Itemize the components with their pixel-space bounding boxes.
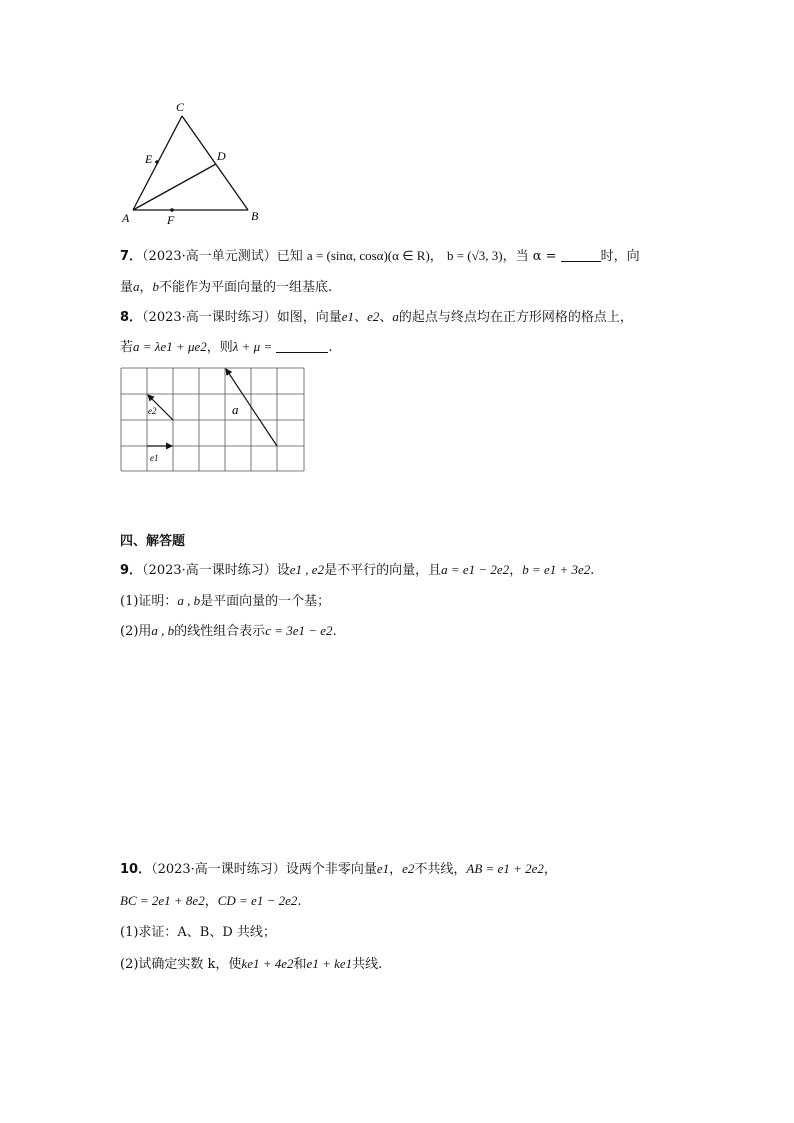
question-number: 9． <box>120 563 143 578</box>
vector-expression-2: e1 + ke1 <box>306 956 353 971</box>
question-9-part-1 <box>120 592 330 611</box>
text: 是不平行的向量，且 <box>324 563 442 578</box>
text: ，则 <box>206 340 233 355</box>
question-10-part-2 <box>120 955 382 974</box>
vector-a: a <box>133 279 140 294</box>
equation-cd: CD = e1 − 2e2 <box>217 893 298 908</box>
vector-e1: e1 <box>341 309 355 324</box>
label-e: E <box>145 152 153 166</box>
text: 、 <box>354 310 368 325</box>
text: 不共线， <box>414 862 467 877</box>
question-number: 7． <box>120 249 143 264</box>
text: ， <box>509 563 523 578</box>
question-10-line-2 <box>120 892 302 911</box>
text: 设 <box>276 563 290 578</box>
side-cb <box>182 116 248 210</box>
text: 量 <box>120 280 134 295</box>
question-7-line-2 <box>120 278 332 297</box>
question-9-part-2 <box>120 622 337 641</box>
question-number: 8． <box>120 310 143 325</box>
equation-c: c = 3e1 − e2 <box>265 623 333 638</box>
label-e1: e1 <box>150 453 159 463</box>
vector-a: a <box>392 309 399 324</box>
text: 时，向 <box>600 249 640 264</box>
question-9-line-1 <box>120 561 594 580</box>
question-source: （2023·高一单元测试） <box>142 249 277 264</box>
label-a: A <box>122 211 130 225</box>
sum-expression: λ + μ = <box>232 339 273 354</box>
label-vector-a: a <box>232 402 239 417</box>
text: 、 <box>379 310 393 325</box>
vector-b-definition: b = (√3, 3) <box>446 248 503 263</box>
text: 和 <box>293 957 307 972</box>
text: . <box>590 563 595 578</box>
text: ， <box>543 862 557 877</box>
text: . <box>332 624 337 639</box>
vector-a-definition: a = (sinα, cosα)(α ∈ R) <box>306 248 430 263</box>
triangle-figure <box>115 96 275 226</box>
text: ， <box>139 280 153 295</box>
question-10-part-1: (1)求证：A、B、D 共线； <box>120 925 276 940</box>
label-f: F <box>167 213 175 226</box>
text: . <box>328 340 333 355</box>
point-e <box>155 160 159 164</box>
question-8-line-2 <box>120 338 333 357</box>
section-heading: 四、解答题 <box>120 534 186 549</box>
vector-e2: e2 <box>367 309 380 324</box>
label-d: D <box>217 149 226 163</box>
text: ， <box>429 249 443 264</box>
text: ， <box>204 894 218 909</box>
vector-e1: e1 <box>376 861 390 876</box>
equation-b: b = e1 + 3e2 <box>522 562 591 577</box>
text: 已知 <box>276 249 303 264</box>
text: 不能作为平面向量的一组基底. <box>159 280 333 295</box>
label-c: C <box>176 100 185 114</box>
vector-b: b <box>152 279 160 294</box>
equation: a = λe1 + μe2 <box>133 339 207 354</box>
text: 共线. <box>352 957 383 972</box>
question-source: （2023·高一课时练习） <box>142 310 277 325</box>
equation-bc: BC = 2e1 + 8e2 <box>120 893 205 908</box>
question-source: （2023·高一课时练习） <box>151 862 286 877</box>
text: 若 <box>120 340 134 355</box>
text: 的起点与终点均在正方形网格的格点上， <box>398 310 633 325</box>
answer-blank[interactable] <box>561 249 601 262</box>
text: (1)证明： <box>120 594 178 609</box>
label-e2: e2 <box>148 406 157 416</box>
question-10-line-1 <box>120 860 557 879</box>
text: 是平面向量的一个基； <box>200 594 331 609</box>
question-8-line-1 <box>120 308 633 327</box>
vector-expression-1: ke1 + 4e2 <box>241 956 294 971</box>
equation-a: a = e1 − 2e2 <box>441 562 510 577</box>
text: (2)用 <box>120 624 152 639</box>
question-7-line-1 <box>120 247 640 266</box>
text: 如图，向量 <box>276 310 342 325</box>
question-source: （2023·高一课时练习） <box>142 563 277 578</box>
text: ，当 α = <box>502 249 557 264</box>
grid-figure <box>120 367 306 473</box>
question-number: 10． <box>120 862 152 877</box>
text: 的线性组合表示 <box>174 624 266 639</box>
text: 设两个非零向量 <box>285 862 377 877</box>
equation-ab: AB = e1 + 2e2 <box>466 861 544 876</box>
text: . <box>297 894 302 909</box>
vector-pair: e1 , e2 <box>289 562 325 577</box>
answer-blank[interactable] <box>276 340 328 353</box>
label-b: B <box>251 209 259 223</box>
vector-e2: e2 <box>402 861 415 876</box>
vector-pair: a , b <box>151 623 175 638</box>
text: (2)试确定实数 k，使 <box>120 957 242 972</box>
point-f <box>170 208 174 212</box>
vector-pair: a , b <box>177 593 201 608</box>
text: ， <box>389 862 403 877</box>
